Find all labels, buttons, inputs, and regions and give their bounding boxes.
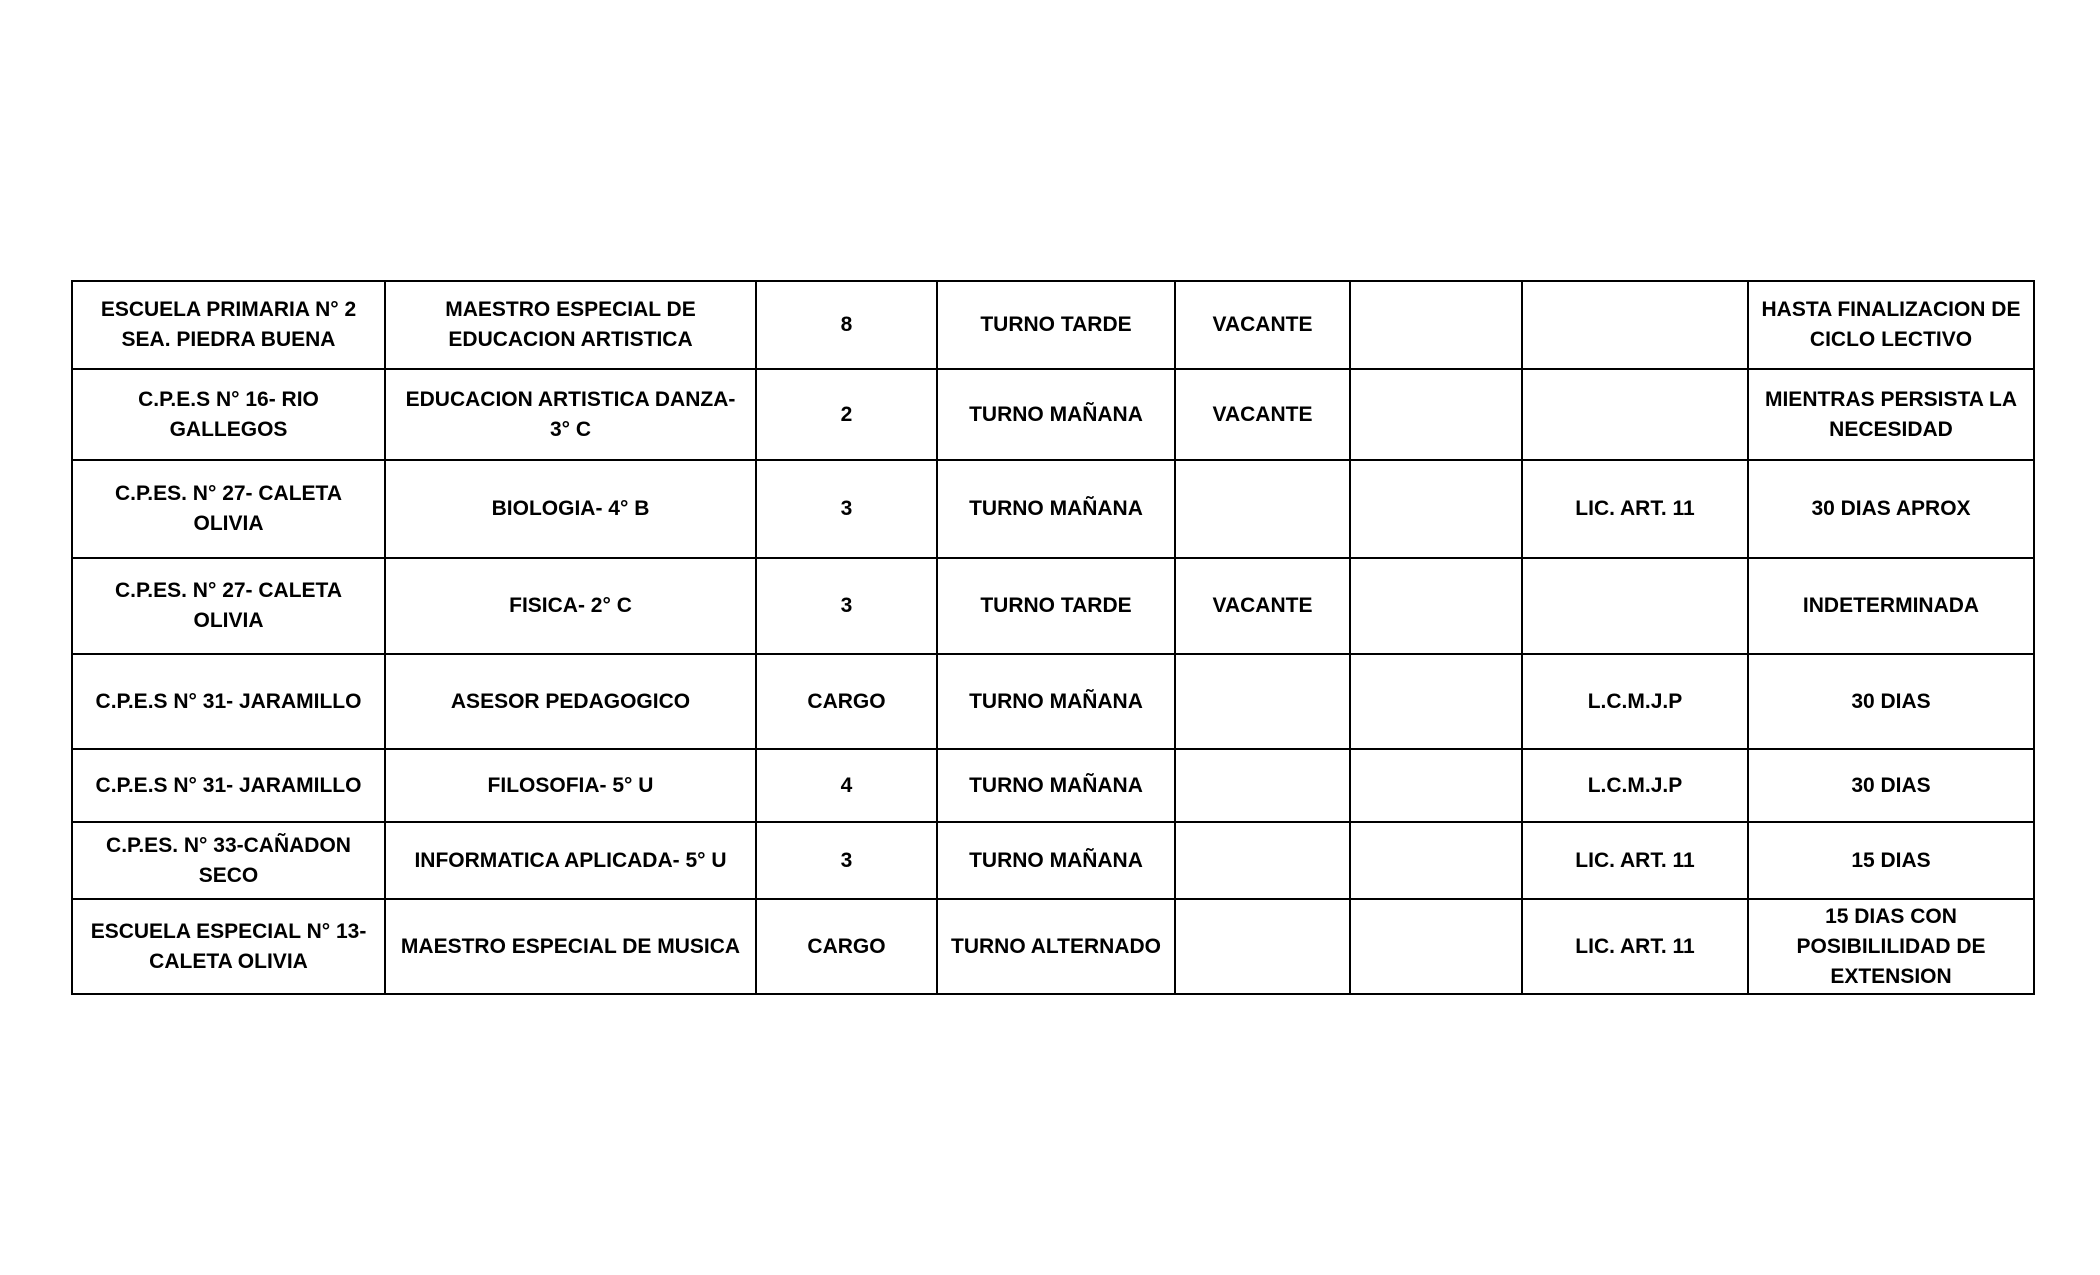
school-cell: C.P.E.S N° 31- JARAMILLO — [72, 654, 385, 749]
leave-cell: L.C.M.J.P — [1522, 749, 1748, 822]
status-cell: VACANTE — [1175, 369, 1350, 460]
hours-cell: 3 — [756, 558, 937, 654]
duration-cell: 30 DIAS — [1748, 749, 2034, 822]
status-cell — [1175, 749, 1350, 822]
shift-cell: TURNO MAÑANA — [937, 749, 1175, 822]
subject-cell: FISICA- 2° C — [385, 558, 756, 654]
leave-cell: LIC. ART. 11 — [1522, 899, 1748, 994]
shift-cell: TURNO MAÑANA — [937, 369, 1175, 460]
subject-cell: ASESOR PEDAGOGICO — [385, 654, 756, 749]
leave-cell — [1522, 369, 1748, 460]
hours-cell: 2 — [756, 369, 937, 460]
hours-cell: CARGO — [756, 899, 937, 994]
hours-cell: CARGO — [756, 654, 937, 749]
duration-cell: 15 DIAS — [1748, 822, 2034, 899]
empty-cell — [1350, 281, 1522, 369]
duration-cell: MIENTRAS PERSISTA LA NECESIDAD — [1748, 369, 2034, 460]
table-row — [72, 749, 2034, 822]
shift-cell: TURNO ALTERNADO — [937, 899, 1175, 994]
subject-cell: FILOSOFIA- 5° U — [385, 749, 756, 822]
duration-cell: INDETERMINADA — [1748, 558, 2034, 654]
status-cell — [1175, 822, 1350, 899]
school-cell: C.P.ES. N° 27- CALETA OLIVIA — [72, 558, 385, 654]
school-cell: ESCUELA PRIMARIA N° 2 SEA. PIEDRA BUENA — [72, 281, 385, 369]
shift-cell: TURNO MAÑANA — [937, 460, 1175, 558]
status-cell — [1175, 899, 1350, 994]
empty-cell — [1350, 654, 1522, 749]
status-cell — [1175, 460, 1350, 558]
subject-cell: EDUCACION ARTISTICA DANZA- 3° C — [385, 369, 756, 460]
empty-cell — [1350, 460, 1522, 558]
shift-cell: TURNO TARDE — [937, 281, 1175, 369]
school-cell: ESCUELA ESPECIAL N° 13- CALETA OLIVIA — [72, 899, 385, 994]
hours-cell: 4 — [756, 749, 937, 822]
school-cell: C.P.E.S N° 31- JARAMILLO — [72, 749, 385, 822]
duration-cell: 30 DIAS APROX — [1748, 460, 2034, 558]
leave-cell — [1522, 281, 1748, 369]
empty-cell — [1350, 899, 1522, 994]
subject-cell: MAESTRO ESPECIAL DE EDUCACION ARTISTICA — [385, 281, 756, 369]
subject-cell: MAESTRO ESPECIAL DE MUSICA — [385, 899, 756, 994]
empty-cell — [1350, 558, 1522, 654]
leave-cell: LIC. ART. 11 — [1522, 822, 1748, 899]
vacancy-table-body — [72, 281, 2034, 994]
school-cell: C.P.ES. N° 33-CAÑADON SECO — [72, 822, 385, 899]
leave-cell: L.C.M.J.P — [1522, 654, 1748, 749]
shift-cell: TURNO MAÑANA — [937, 822, 1175, 899]
duration-cell: HASTA FINALIZACION DE CICLO LECTIVO — [1748, 281, 2034, 369]
school-cell: C.P.ES. N° 27- CALETA OLIVIA — [72, 460, 385, 558]
status-cell — [1175, 654, 1350, 749]
leave-cell — [1522, 558, 1748, 654]
status-cell: VACANTE — [1175, 558, 1350, 654]
table-row — [72, 654, 2034, 749]
hours-cell: 3 — [756, 822, 937, 899]
empty-cell — [1350, 749, 1522, 822]
duration-cell: 30 DIAS — [1748, 654, 2034, 749]
hours-cell: 8 — [756, 281, 937, 369]
table-row — [72, 460, 2034, 558]
subject-cell: INFORMATICA APLICADA- 5° U — [385, 822, 756, 899]
subject-cell: BIOLOGIA- 4° B — [385, 460, 756, 558]
vacancy-table — [71, 280, 2035, 995]
empty-cell — [1350, 822, 1522, 899]
table-row — [72, 369, 2034, 460]
duration-cell: 15 DIAS CON POSIBILILIDAD DE EXTENSION — [1748, 899, 2034, 994]
table-row — [72, 822, 2034, 899]
empty-cell — [1350, 369, 1522, 460]
shift-cell: TURNO TARDE — [937, 558, 1175, 654]
table-row — [72, 558, 2034, 654]
status-cell: VACANTE — [1175, 281, 1350, 369]
hours-cell: 3 — [756, 460, 937, 558]
table-row — [72, 281, 2034, 369]
leave-cell: LIC. ART. 11 — [1522, 460, 1748, 558]
school-cell: C.P.E.S N° 16- RIO GALLEGOS — [72, 369, 385, 460]
shift-cell: TURNO MAÑANA — [937, 654, 1175, 749]
table-row — [72, 899, 2034, 994]
